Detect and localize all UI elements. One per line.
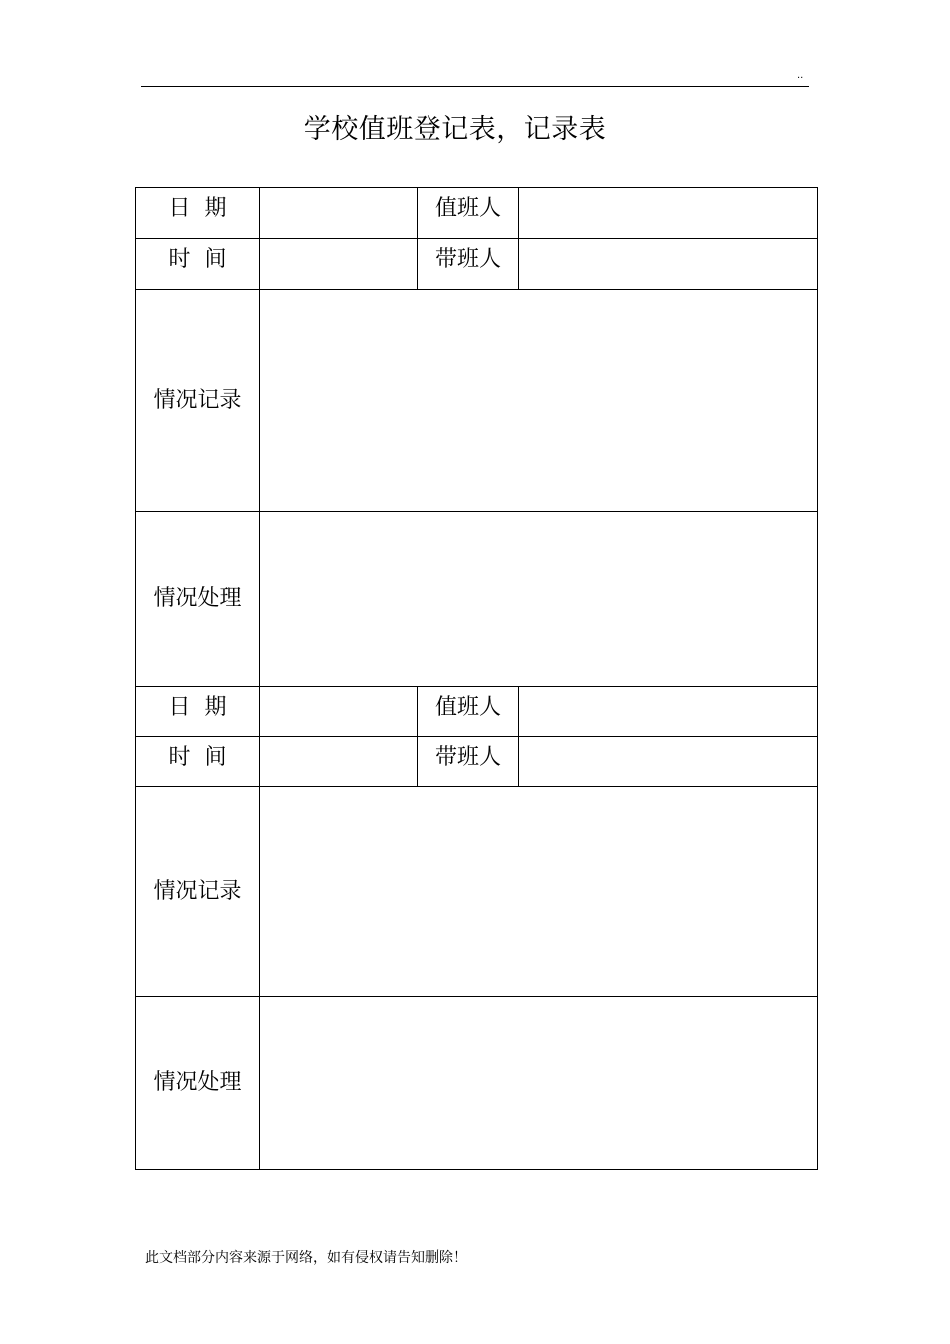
date-row <box>136 687 818 737</box>
duty-log-table <box>135 187 818 1170</box>
handling-label: 情况处理 <box>136 997 260 1170</box>
leader-label: 带班人 <box>418 239 519 290</box>
page-title: 学校值班登记表，记录表 <box>303 114 607 145</box>
time-label: 时 间 <box>136 239 260 290</box>
record-row <box>136 290 818 512</box>
duty-person-label: 值班人 <box>418 687 519 737</box>
header-rule <box>141 86 809 87</box>
handling-row <box>136 512 818 687</box>
leader-value-cell[interactable] <box>519 239 818 290</box>
record-row <box>136 787 818 997</box>
date-label: 日 期 <box>136 188 260 239</box>
handling-value-cell[interactable] <box>260 512 818 687</box>
time-value-cell[interactable] <box>260 737 418 787</box>
date-row <box>136 188 818 239</box>
handling-label: 情况处理 <box>136 512 260 687</box>
date-value-cell[interactable] <box>260 687 418 737</box>
duty-person-value-cell[interactable] <box>519 687 818 737</box>
record-value-cell[interactable] <box>260 290 818 512</box>
time-value-cell[interactable] <box>260 239 418 290</box>
handling-row <box>136 997 818 1170</box>
date-value-cell[interactable] <box>260 188 418 239</box>
leader-label: 带班人 <box>418 737 519 787</box>
footer-disclaimer: 此文档部分内容来源于网络，如有侵权请告知删除！ <box>145 1250 467 1266</box>
time-row <box>136 737 818 787</box>
date-label: 日 期 <box>136 687 260 737</box>
duty-person-label: 值班人 <box>418 188 519 239</box>
header-mark: .. <box>797 70 804 81</box>
record-label: 情况记录 <box>136 290 260 512</box>
duty-person-value-cell[interactable] <box>519 188 818 239</box>
leader-value-cell[interactable] <box>519 737 818 787</box>
record-value-cell[interactable] <box>260 787 818 997</box>
record-label: 情况记录 <box>136 787 260 997</box>
handling-value-cell[interactable] <box>260 997 818 1170</box>
time-row <box>136 239 818 290</box>
time-label: 时 间 <box>136 737 260 787</box>
